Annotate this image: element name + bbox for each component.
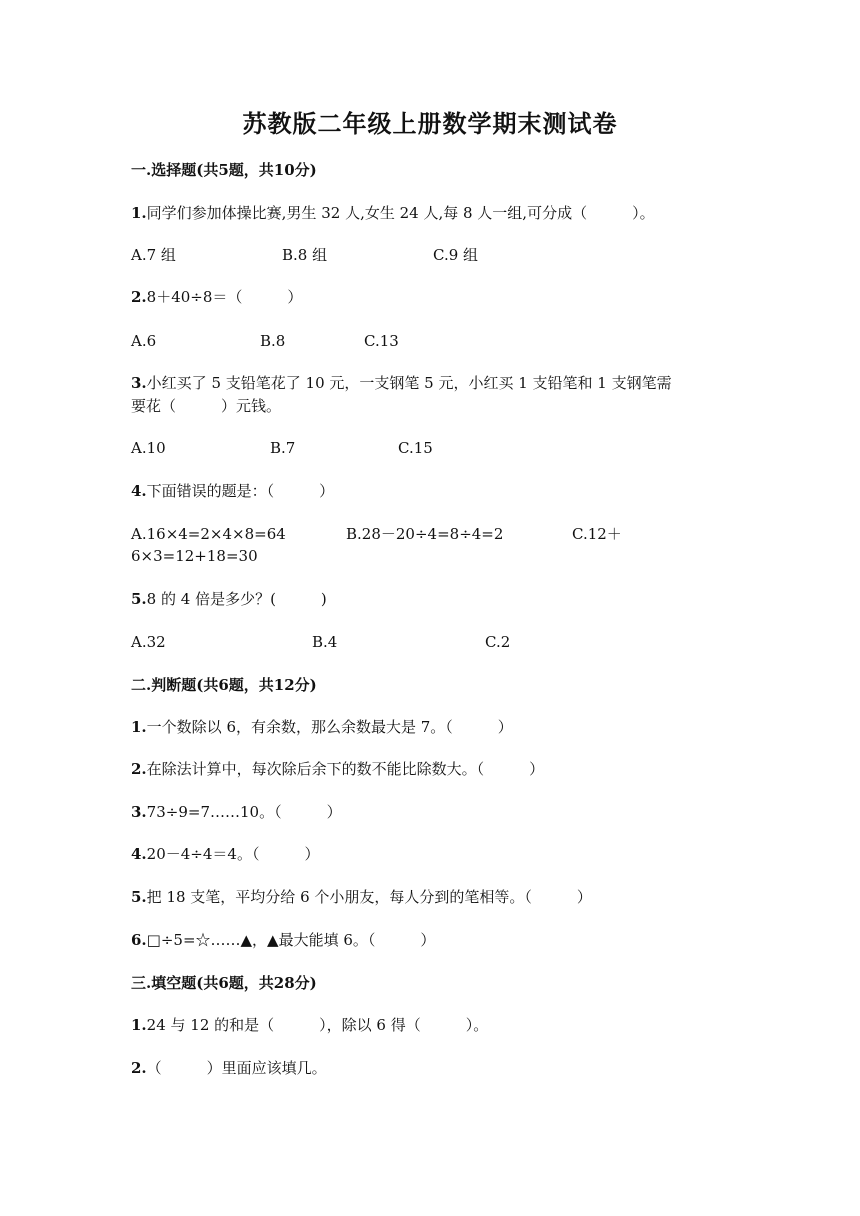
question-text: 8 的 4 倍是多少？( ) xyxy=(146,590,327,608)
option: C.12＋ xyxy=(572,525,622,543)
question xyxy=(131,886,592,908)
question-text: □÷5=☆……▲，▲最大能填 6。（ ） xyxy=(146,931,436,949)
question-number: 1. xyxy=(131,718,147,736)
option: B.7 xyxy=(270,439,296,457)
option: C.2 xyxy=(485,633,511,651)
option: A.7 组 xyxy=(131,246,176,264)
option: B.8 组 xyxy=(282,246,328,264)
option: A.10 xyxy=(131,439,166,457)
section-heading: 二.判断题(共6题，共12分) xyxy=(131,676,317,694)
question xyxy=(131,843,319,865)
option: C.13 xyxy=(364,332,399,350)
question-number: 3. xyxy=(131,803,147,821)
question xyxy=(131,480,334,502)
option: B.4 xyxy=(312,633,338,651)
question-number: 1. xyxy=(131,204,147,222)
question-number: 6. xyxy=(131,931,147,949)
question-number: 4. xyxy=(131,845,147,863)
question xyxy=(131,286,302,308)
question-number: 5. xyxy=(131,590,147,608)
question xyxy=(131,801,342,823)
question-text: 一个数除以 6，有余数，那么余数最大是 7。（ ） xyxy=(146,718,513,736)
page-title: 苏教版二年级上册数学期末测试卷 xyxy=(242,109,618,138)
question xyxy=(131,372,672,394)
question xyxy=(131,202,655,224)
question-number: 4. xyxy=(131,482,147,500)
question-text: 20－4÷4＝4。（ ） xyxy=(146,845,320,863)
option: C.15 xyxy=(398,439,433,457)
option: B.8 xyxy=(260,332,286,350)
question-number: 2. xyxy=(131,760,147,778)
question xyxy=(131,758,544,780)
question xyxy=(131,716,513,738)
question-text: 在除法计算中，每次除后余下的数不能比除数大。（ ） xyxy=(146,760,545,778)
option: A.16×4=2×4×8=64 xyxy=(131,525,286,543)
question-text: 下面错误的题是：（ ） xyxy=(146,482,335,500)
question xyxy=(131,1014,488,1036)
question-text: 小红买了 5 支铅笔花了 10 元，一支钢笔 5 元，小红买 1 支铅笔和 1 支钢笔需 xyxy=(146,374,672,392)
question xyxy=(131,929,435,951)
question-text: 73÷9=7……10。（ ） xyxy=(146,803,342,821)
option: B.28－20÷4=8÷4=2 xyxy=(346,525,504,543)
section-heading: 三.填空题(共6题，共28分) xyxy=(131,974,317,992)
question-number: 1. xyxy=(131,1016,147,1034)
section-heading: 一.选择题(共5题，共10分) xyxy=(131,161,317,179)
question-number: 5. xyxy=(131,888,147,906)
option: A.6 xyxy=(131,332,157,350)
question-text-continued: 要花（ ）元钱。 xyxy=(131,397,282,415)
question xyxy=(131,1057,327,1079)
question-text: 24 与 12 的和是（ ），除以 6 得（ ）。 xyxy=(146,1016,489,1034)
option-continued: 6×3=12+18=30 xyxy=(131,547,258,565)
question-number: 2. xyxy=(131,1059,147,1077)
question-number: 3. xyxy=(131,374,147,392)
option: C.9 组 xyxy=(433,246,479,264)
question-text: 同学们参加体操比赛,男生 32 人,女生 24 人,每 8 人一组,可分成（ ）。 xyxy=(146,204,655,222)
option: A.32 xyxy=(131,633,166,651)
question xyxy=(131,588,327,610)
question-text: 8＋40÷8＝（ ） xyxy=(146,288,303,306)
question-text: 把 18 支笔，平均分给 6 个小朋友，每人分到的笔相等。（ ） xyxy=(146,888,592,906)
question-text: （ ）里面应该填几。 xyxy=(146,1059,327,1077)
question-number: 2. xyxy=(131,288,147,306)
